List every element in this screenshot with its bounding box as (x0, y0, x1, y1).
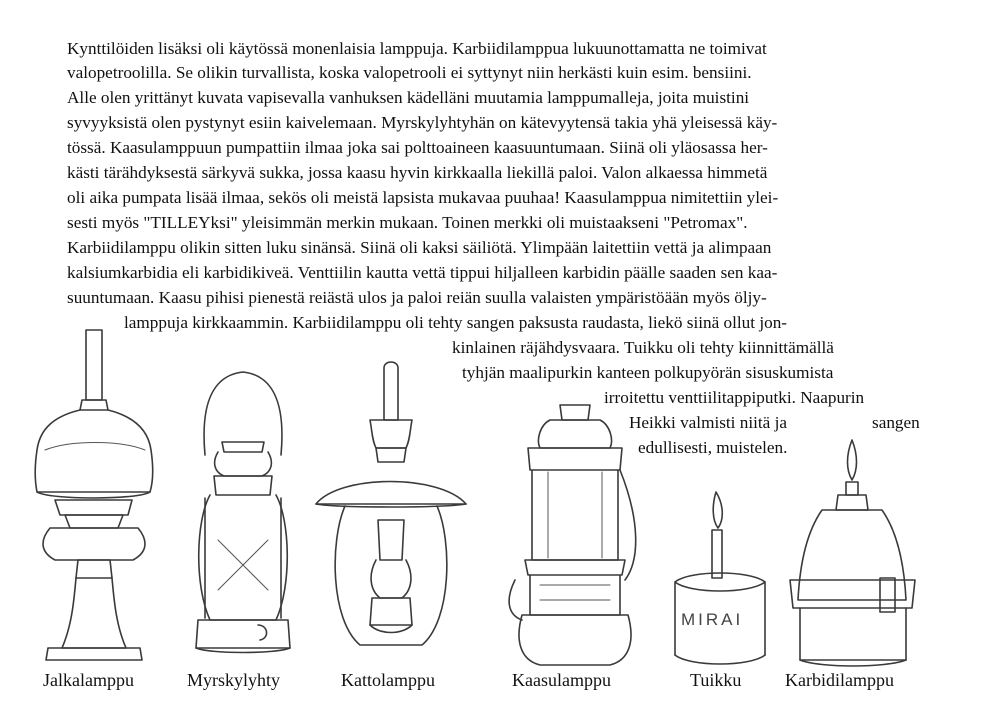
caption-kaasulamppu: Kaasulamppu (512, 670, 611, 690)
text-line-14: tyhjän maalipurkin kanteen polkupyörän sisuskumista (462, 363, 834, 382)
text-line-10: kalsiumkarbidia eli karbidikiveä. Venttiilin kautta vettä tippui hiljalleen karbidin päälle saaden sen kaa- (67, 263, 778, 282)
caption-karbidilamppu: Karbidilamppu (785, 670, 894, 690)
text-line-7: oli aika pumpata lisää ilmaa, sekös oli meistä lapsista mukavaa puuhaa! Kaasulamppua nimitettiin ylei- (67, 188, 779, 207)
text-line-17: sangen (872, 413, 920, 432)
text-line-13: kinlainen räjähdysvaara. Tuikku oli tehty kiinnittämällä (452, 338, 834, 357)
caption-jalkalamppu: Jalkalamppu (43, 670, 134, 690)
kattolamppu-drawing (316, 362, 466, 645)
text-line-3: Alle olen yrittänyt kuvata vapisevalla vanhuksen kädelläni muutamia lamppumalleja, joita muistini (67, 88, 750, 107)
text-line-15: irroitettu venttiilitappiputki. Naapurin (604, 388, 865, 407)
text-line-6: kästi tärähdyksestä särkyvä sukka, jossa kaasu hyvin kirkkaalla liekillä paloi. Valon alkaessa himmetä (67, 163, 768, 182)
text-line-12: lamppuja kirkkaammin. Karbiidilamppu oli tehty sangen paksusta raudasta, liekö siinä ollut jon- (124, 313, 788, 332)
text-line-4: syvyyksistä olen pystynyt esiin kaivelemaan. Myrskylyhtyhän on kätevyytensä takia yhä yleisessä käy- (67, 113, 778, 132)
tuikku-drawing (675, 492, 765, 664)
text-line-9: Karbiidilamppu olikin sitten luku sinänsä. Siinä oli kaksi säiliötä. Ylimpään laitettiin vettä ja alimpaan (67, 238, 772, 257)
karbidilamppu-drawing (790, 440, 915, 666)
caption-kattolamppu: Kattolamppu (341, 670, 435, 690)
text-line-2: valopetroolilla. Se olikin turvallista, koska valopetrooli ei syttynyt niin herkästi kuin esim. bensiini. (67, 63, 752, 82)
text-line-18: edullisesti, muistelen. (638, 438, 788, 457)
caption-myrskylyhty: Myrskylyhty (187, 670, 281, 690)
caption-tuikku: Tuikku (690, 670, 742, 690)
text-line-16: Heikki valmisti niitä ja (629, 413, 788, 432)
myrskylyhty-drawing (196, 372, 290, 653)
jalkalamppu-drawing (35, 330, 153, 660)
text-line-11: suuntumaan. Kaasu pihisi pienestä reiästä ulos ja paloi reiän suulla valaisten ympäristöään myös öljy- (67, 288, 767, 307)
tuikku-can-label: MIRAI (681, 610, 744, 629)
text-line-8: sesti myös "TILLEYksi" yleisimmän merkin mukaan. Toinen merkki oli muistaakseni "Petromax". (67, 213, 748, 232)
text-line-5: tössä. Kaasulamppuun pumpattiin ilmaa joka sai polttoaineen kaasuuntumaan. Siinä oli yläosassa her- (67, 138, 768, 157)
text-line-1: Kynttilöiden lisäksi oli käytössä monenlaisia lamppuja. Karbiidilamppua lukuunottamatta ne toimivat (67, 39, 767, 58)
kaasulamppu-drawing (509, 405, 636, 665)
